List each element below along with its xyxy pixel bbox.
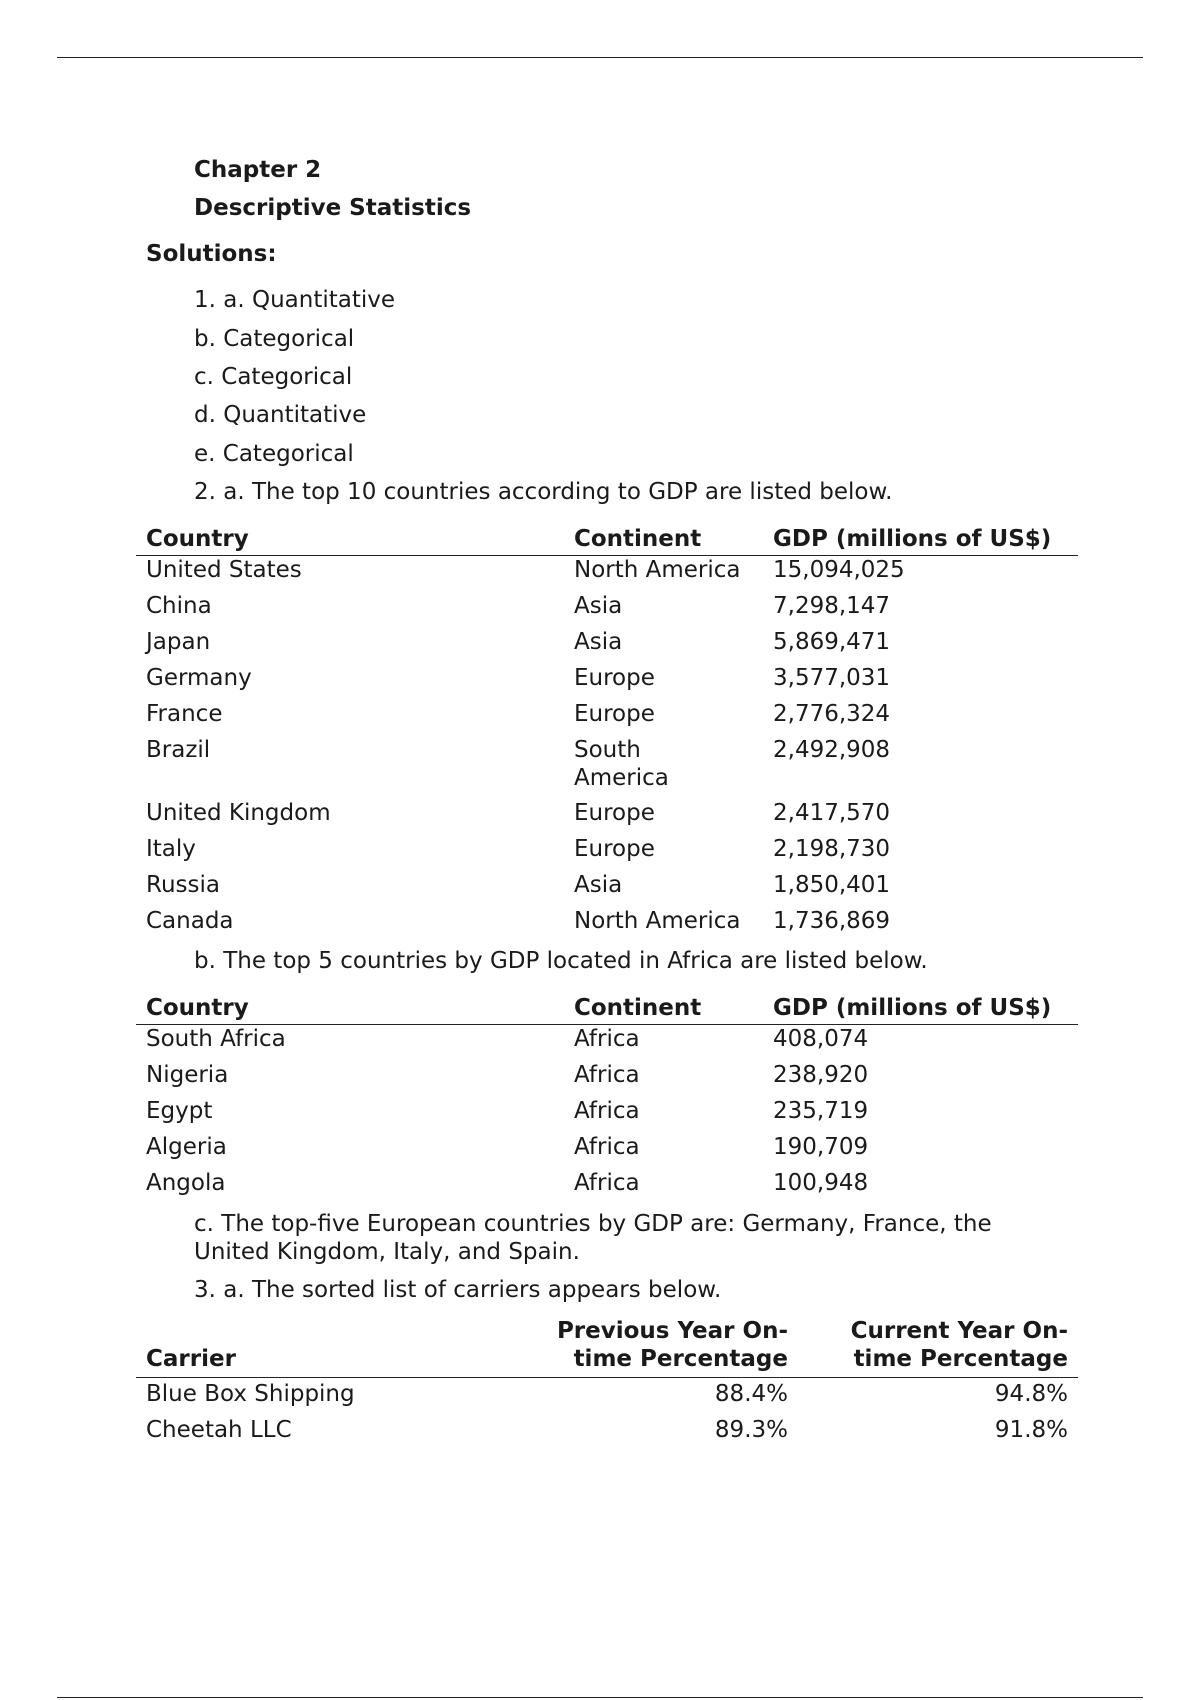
- cell-gdp: 2,198,730: [773, 836, 891, 862]
- table-row: [136, 1133, 1078, 1169]
- cell-gdp: 2,776,324: [773, 701, 891, 727]
- table-row: [136, 907, 1078, 943]
- top-rule: [57, 57, 1143, 58]
- table-row: [136, 1061, 1078, 1097]
- cell-carrier: Blue Box Shipping: [146, 1381, 355, 1407]
- table-row: [136, 1378, 1078, 1415]
- column-header-previous-year: [536, 1317, 798, 1378]
- table-row: [136, 1025, 1078, 1062]
- answer-1d: d. Quantitative: [194, 402, 367, 428]
- cell-country: Algeria: [146, 1134, 227, 1160]
- answer-2b-intro: b. The top 5 countries by GDP located in Africa are listed below.: [194, 948, 928, 974]
- cell-gdp: 1,850,401: [773, 872, 891, 898]
- cell-continent: North America: [574, 908, 741, 934]
- cell-continent: North America: [574, 557, 741, 583]
- bottom-rule: [57, 1697, 1143, 1698]
- cell-continent: Africa: [574, 1170, 640, 1196]
- table-row: [136, 871, 1078, 907]
- cell-country: United States: [146, 557, 302, 583]
- cell-gdp: 3,577,031: [773, 665, 891, 691]
- cell-gdp: 7,298,147: [773, 593, 891, 619]
- table-row: [136, 1169, 1078, 1205]
- cell-continent: Asia: [574, 629, 623, 655]
- answer-2a-intro: 2. a. The top 10 countries according to GDP are listed below.: [194, 479, 893, 505]
- cell-country: Brazil: [146, 737, 211, 763]
- cell-gdp: 15,094,025: [773, 557, 905, 583]
- column-header-continent: Continent: [564, 518, 763, 556]
- cell-continent: Europe: [574, 800, 655, 826]
- cell-continent: Asia: [574, 872, 623, 898]
- answer-2c-line2: United Kingdom, Italy, and Spain.: [194, 1239, 580, 1265]
- cell-country: United Kingdom: [146, 800, 331, 826]
- cell-continent: Africa: [574, 1026, 640, 1052]
- cell-country: Russia: [146, 872, 220, 898]
- cell-carrier: Cheetah LLC: [146, 1417, 292, 1443]
- table-row: [136, 1097, 1078, 1133]
- cell-continent: [564, 736, 763, 799]
- cell-continent: Europe: [574, 701, 655, 727]
- column-header-previous-year-line2: time Percentage: [573, 1346, 788, 1372]
- column-header-current-year-line2: time Percentage: [853, 1346, 1068, 1372]
- cell-current-year: 94.8%: [994, 1381, 1068, 1407]
- cell-gdp: 190,709: [773, 1134, 869, 1160]
- cell-continent: Europe: [574, 665, 655, 691]
- column-header-country: Country: [136, 987, 564, 1025]
- cell-gdp: 100,948: [773, 1170, 869, 1196]
- table-row: [136, 1414, 1078, 1450]
- table-row: [136, 799, 1078, 835]
- table-header-row: [136, 518, 1078, 556]
- column-header-previous-year-line1: Previous Year On-: [556, 1318, 788, 1344]
- cell-continent-text: South America: [574, 737, 669, 791]
- table-header-row: [136, 1317, 1078, 1378]
- chapter-title: Descriptive Statistics: [194, 195, 472, 221]
- cell-continent: Asia: [574, 593, 623, 619]
- cell-country: France: [146, 701, 223, 727]
- cell-continent: Africa: [574, 1098, 640, 1124]
- cell-country: Germany: [146, 665, 252, 691]
- table-row: [136, 835, 1078, 871]
- column-header-carrier: Carrier: [136, 1317, 536, 1378]
- cell-country: China: [146, 593, 212, 619]
- cell-country: Nigeria: [146, 1062, 229, 1088]
- answer-1e: e. Categorical: [194, 441, 354, 467]
- column-header-country: Country: [136, 518, 564, 556]
- cell-continent: Europe: [574, 836, 655, 862]
- cell-country: Canada: [146, 908, 234, 934]
- cell-gdp: 1,736,869: [773, 908, 891, 934]
- cell-gdp: 2,417,570: [773, 800, 891, 826]
- top10-gdp-table: [136, 518, 1078, 943]
- table-row: [136, 664, 1078, 700]
- answer-2c-line1: c. The top-five European countries by GDP are: Germany, France, the: [194, 1211, 992, 1237]
- cell-previous-year: 88.4%: [714, 1381, 788, 1407]
- table-row: [136, 556, 1078, 593]
- column-header-current-year: [798, 1317, 1078, 1378]
- table-header-row: [136, 987, 1078, 1025]
- table-row: [136, 628, 1078, 664]
- column-header-continent: Continent: [564, 987, 763, 1025]
- answer-3a-intro: 3. a. The sorted list of carriers appears below.: [194, 1277, 722, 1303]
- cell-country: Angola: [146, 1170, 226, 1196]
- answer-1b: b. Categorical: [194, 326, 355, 352]
- cell-gdp: 408,074: [773, 1026, 869, 1052]
- cell-gdp: 238,920: [773, 1062, 869, 1088]
- cell-country: Italy: [146, 836, 196, 862]
- table-row: [136, 592, 1078, 628]
- answer-1a: 1. a. Quantitative: [194, 287, 396, 313]
- column-header-current-year-line1: Current Year On-: [850, 1318, 1068, 1344]
- solutions-heading: Solutions:: [146, 241, 277, 267]
- carrier-table: [136, 1317, 1078, 1450]
- cell-current-year: 91.8%: [994, 1417, 1068, 1443]
- answer-1c: c. Categorical: [194, 364, 353, 390]
- cell-gdp: 5,869,471: [773, 629, 891, 655]
- cell-country: South Africa: [146, 1026, 286, 1052]
- cell-country: Japan: [146, 629, 211, 655]
- chapter-label: Chapter 2: [194, 157, 322, 183]
- cell-gdp: 235,719: [773, 1098, 869, 1124]
- column-header-gdp: GDP (millions of US$): [763, 518, 1078, 556]
- table-row: [136, 700, 1078, 736]
- cell-country: Egypt: [146, 1098, 213, 1124]
- column-header-gdp: GDP (millions of US$): [763, 987, 1078, 1025]
- cell-gdp: 2,492,908: [773, 737, 891, 763]
- cell-continent: Africa: [574, 1062, 640, 1088]
- table-row: [136, 736, 1078, 799]
- cell-previous-year: 89.3%: [714, 1417, 788, 1443]
- cell-continent: Africa: [574, 1134, 640, 1160]
- africa-gdp-table: [136, 987, 1078, 1205]
